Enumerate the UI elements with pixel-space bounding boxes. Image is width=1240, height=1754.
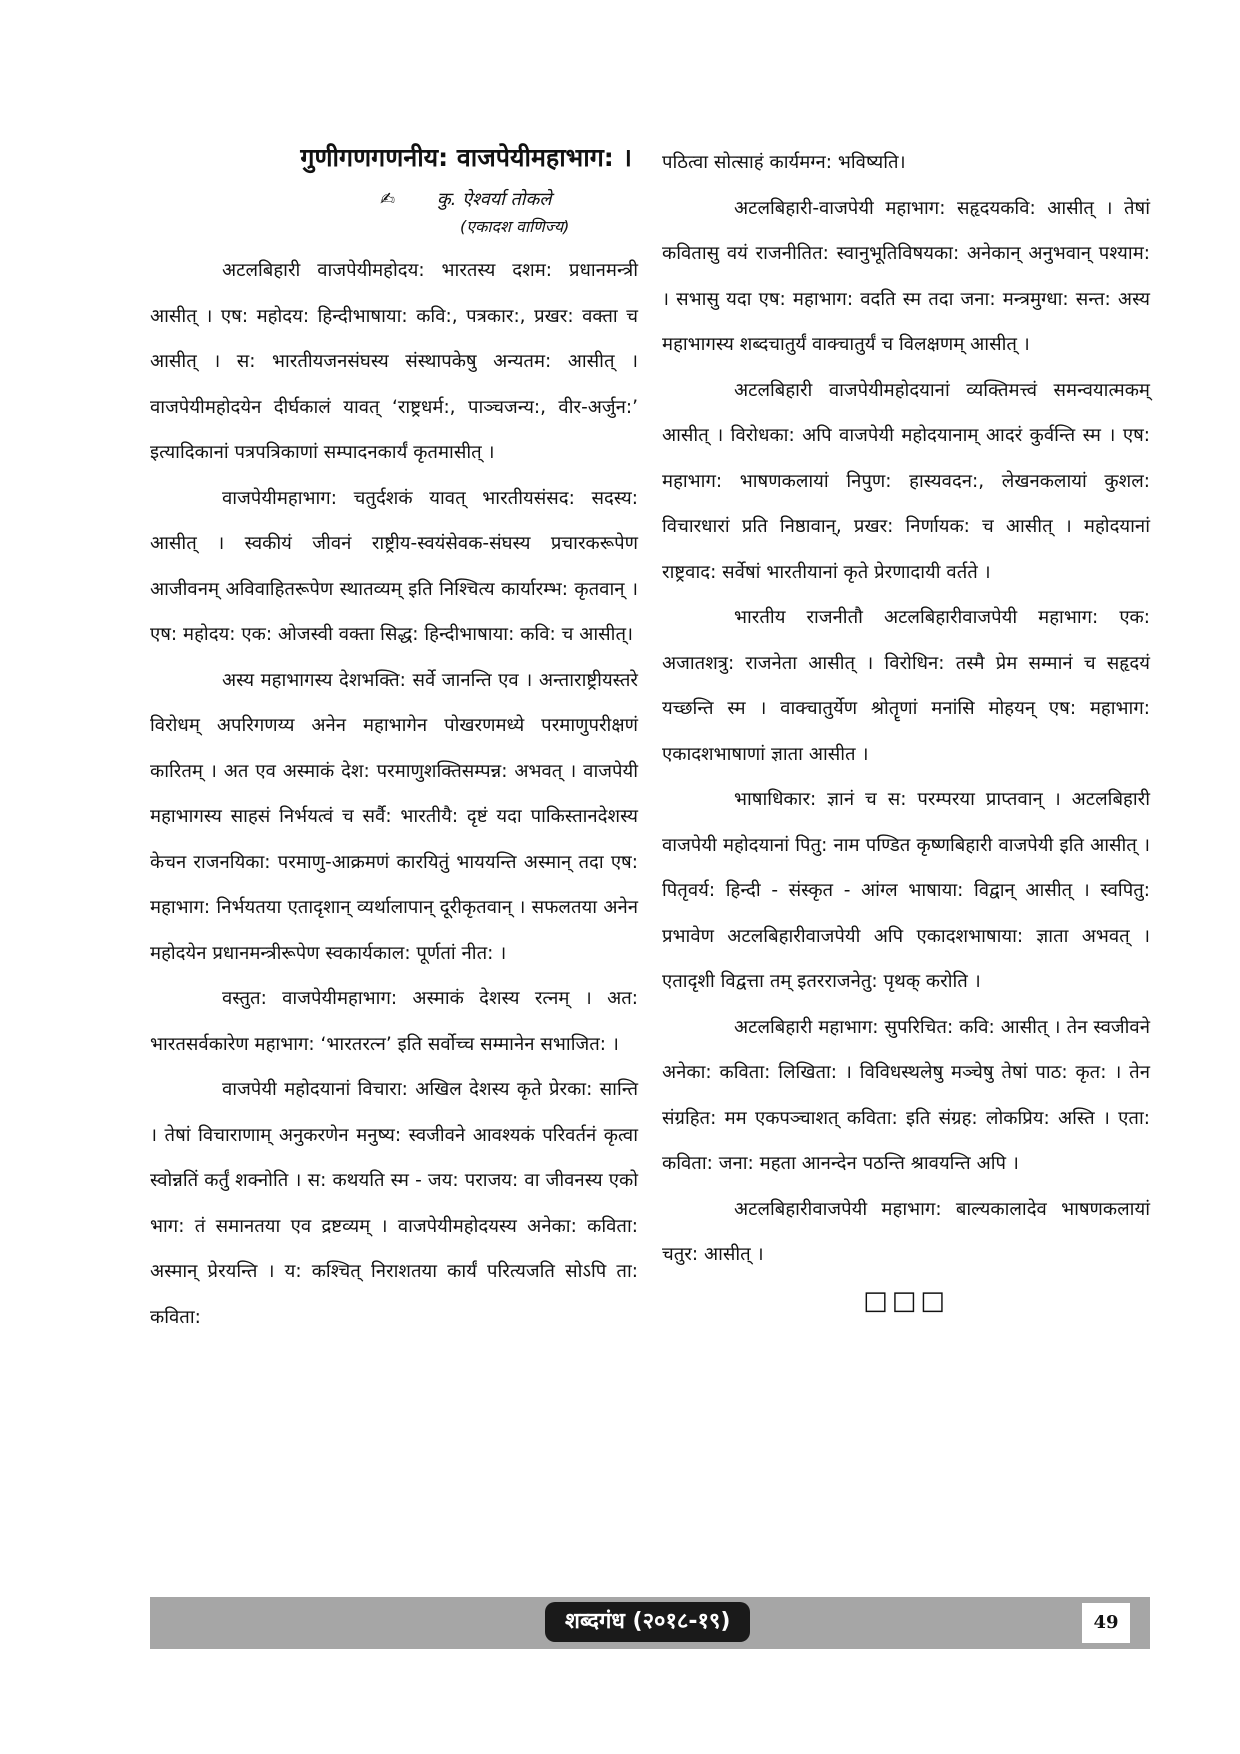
article-title: गुणीगणगणनीय: वाजपेयीमहाभाग: । — [300, 143, 632, 172]
paragraph: वस्तुत: वाजपेयीमहाभाग: अस्माकं देशस्य रत्नम् । अत: भारतसर्वकारेण महाभाग: ‘भारतरत्न’ इति सर्वोच्च सम्मानेन सभाजित: । — [150, 988, 638, 1055]
paragraph: वाजपेयीमहाभाग: चतुर्दशकं यावत् भारतीयसंसद: सदस्य: आसीत् । स्वकीयं जीवनं राष्ट्रीय-स्वयंसेवक-संघस्य प्रचारकरूपेण आजीवनम् अविवाहितरूपेण स्थातव्यम् इति निश्चित्य कार्यारम्भ: कृतवान् । एष: महोदय: एक: ओजस्वी वक्ता सिद्ध: हिन्दीभाषाया: कवि: च आसीत्। — [150, 487, 638, 645]
page-number: 49 — [1082, 1603, 1130, 1643]
magazine-name: शब्दगंध (२०१८-१९) — [545, 1602, 750, 1642]
paragraph: अटलबिहारी महाभाग: सुपरिचित: कवि: आसीत् । तेन स्वजीवने अनेका: कविता: लिखिता: । विविधस्थलेषु मञ्चेषु तेषां पाठ: कृत: । तेन संग्रहित: मम एकपञ्चाशत् कविता: इति संग्रह: लोकप्रिय: अस्ति । एता: कविता: जना: महता आनन्देन पठन्ति श्रावयन्ति अपि । — [662, 1016, 1150, 1174]
paragraph: अटलबिहारीवाजपेयी महाभाग: बाल्यकालादेव भाषणकलायां चतुर: आसीत् । — [662, 1198, 1150, 1265]
page-footer — [150, 1597, 1150, 1649]
left-column — [150, 140, 638, 1340]
pen-icon: ✍ — [380, 189, 396, 210]
paragraph: भारतीय राजनीतौ अटलबिहारीवाजपेयी महाभाग: एक: अजातशत्रु: राजनेता आसीत् । विरोधिन: तस्मै प्रेम सम्मानं च सहृदयं यच्छन्ति स्म । वाक्चातुर्येण श्रोतॄणां मनांसि मोहयन् एष: महाभाग: एकादशभाषाणां ज्ञाता आसीत । — [662, 607, 1150, 765]
paragraph: अटलबिहारी वाजपेयीमहोदयानां व्यक्तिमत्त्वं समन्वयात्मकम् आसीत् । विरोधका: अपि वाजपेयी महोदयानाम् आदरं कुर्वन्ति स्म । एष: महाभाग: भाषणकलायां निपुण: हास्यवदन:, लेखनकलायां कुशल: विचारधारां प्रति निष्ठावान्, प्रखर: निर्णायक: च आसीत् । महोदयानां राष्ट्रवाद: सर्वेषां भारतीयानां कृते प्रेरणादायी वर्तते । — [662, 379, 1150, 583]
author-name: कु. ऐश्वर्या तोकले — [436, 189, 552, 210]
paragraph: वाजपेयी महोदयानां विचारा: अखिल देशस्य कृते प्रेरका: सान्ति । तेषां विचाराणाम् अनुकरणेन मनुष्य: स्वजीवने आवश्यकं परिवर्तनं कृत्वा स्वोन्नतिं कर्तुं शक्नोति । स: कथयति स्म - जय: पराजय: वा जीवनस्य एको भाग: तं समानतया एव द्रष्टव्यम् । वाजपेयीमहोदयस्य अनेका: कविता: अस्मान् प्रेरयन्ति । य: कश्चित् निराशतया कार्यं परित्यजति सोऽपि ता: कविता: — [150, 1079, 638, 1328]
right-column — [662, 140, 1150, 1316]
paragraph: अटलबिहारी-वाजपेयी महाभाग: सहृदयकवि: आसीत् । तेषां कवितासु वयं राजनीतित: स्वानुभूतिविषयका: अनेकान् अनुभवान् पश्याम: । सभासु यदा एष: महाभाग: वदति स्म तदा जना: मन्त्रमुग्धा: सन्त: अस्य महाभागस्य शब्दचातुर्यं वाक्चातुर्यं च विलक्षणम् आसीत् । — [662, 197, 1150, 355]
end-mark: □□□ — [863, 1285, 949, 1316]
author-class: (एकादश वाणिज्य) — [460, 217, 570, 236]
paragraph-continued: पठित्वा सोत्साहं कार्यमग्न: भविष्यति। — [662, 152, 906, 173]
author-line — [380, 186, 638, 214]
paragraph: अस्य महाभागस्य देशभक्ति: सर्वे जानन्ति एव । अन्ताराष्ट्रीयस्तरे विरोधम् अपरिगणय्य अनेन महाभागेन पोखरणमध्ये परमाणुपरीक्षणं कारितम् । अत एव अस्माकं देश: परमाणुशक्तिसम्पन्न: अभवत् । वाजपेयी महाभागस्य साहसं निर्भयत्वं च सर्वै: भारतीयै: दृष्टं यदा पाकिस्तानदेशस्य केचन राजनयिका: परमाणु-आक्रमणं कारयितुं भाययन्ति अस्मान् तदा एष: महाभाग: निर्भयतया एतादृशान् व्यर्थालापान् दूरीकृतवान् । सफलतया अनेन महोदयेन प्रधानमन्त्रीरूपेण स्वकार्यकाल: पूर्णतां नीत: । — [150, 669, 638, 964]
paragraph: अटलबिहारी वाजपेयीमहोदय: भारतस्य दशम: प्रधानमन्त्री आसीत् । एष: महोदय: हिन्दीभाषाया: कवि:, पत्रकार:, प्रखर: वक्ता च आसीत् । स: भारतीयजनसंघस्य संस्थापकेषु अन्यतम: आसीत् । वाजपेयीमहोदयेन दीर्घकालं यावत् ‘राष्ट्रधर्म:, पाञ्चजन्य:, वीर-अर्जुन:’ इत्यादिकानां पत्रपत्रिकाणां सम्पादनकार्यं कृतमासीत् । — [150, 260, 638, 463]
paragraph: भाषाधिकार: ज्ञानं च स: परम्परया प्राप्तवान् । अटलबिहारी वाजपेयी महोदयानां पितु: नाम पण्डित कृष्णबिहारी वाजपेयी इति आसीत् । पितृवर्य: हिन्दी - संस्कृत - आंग्ल भाषाया: विद्वान् आसीत् । स्वपितु: प्रभावेण अटलबिहारीवाजपेयी अपि एकादशभाषाया: ज्ञाता अभवत् । एतादृशी विद्वत्ता तम् इतरराजनेतु: पृथक् करोति । — [662, 789, 1150, 992]
